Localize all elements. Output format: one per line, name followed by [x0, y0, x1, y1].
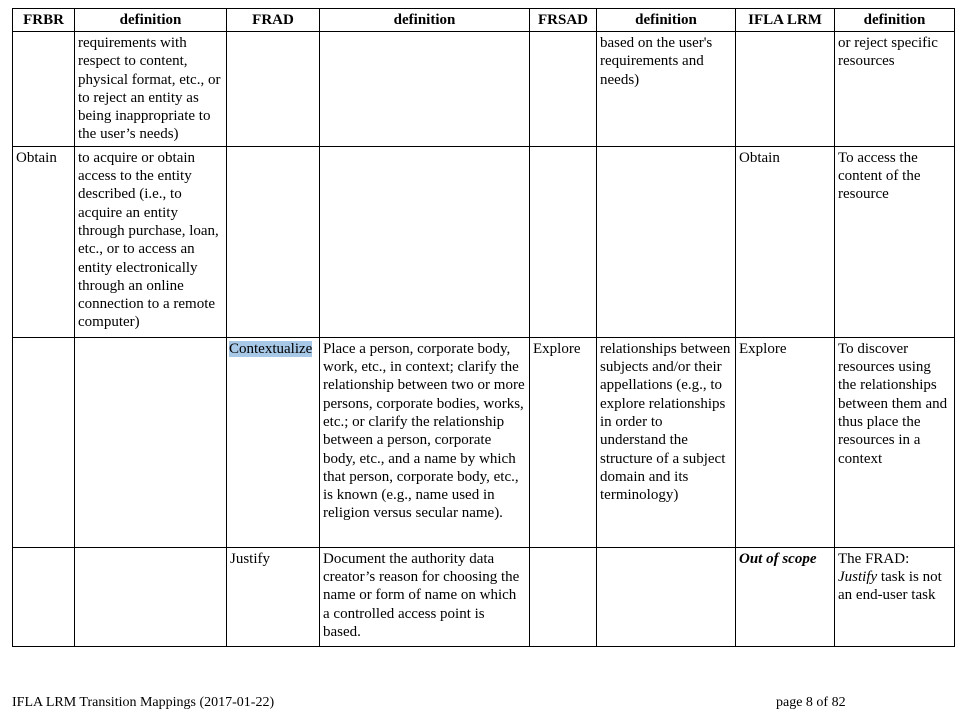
frad-cell: [227, 32, 320, 147]
table-row: [13, 337, 955, 547]
lrm-cell: [736, 32, 835, 147]
out-of-scope-label: Out of scope: [739, 550, 817, 567]
frbr-definition-cell: [75, 547, 227, 646]
table-row: [13, 146, 955, 337]
mapping-table: [12, 8, 955, 647]
header-lrm-definition: definition: [835, 9, 955, 32]
table-row: [13, 32, 955, 147]
frsad-definition-cell: relationships between subjects and/or their appellations (e.g., to explore relationships in order to understand the structure of a subject domain and its terminology): [597, 337, 736, 547]
header-frad-definition: definition: [320, 9, 530, 32]
frsad-cell: [530, 146, 597, 337]
frad-cell: Justify: [227, 547, 320, 646]
header-row: [13, 9, 955, 32]
lrm-definition-cell: [835, 547, 955, 646]
frbr-definition-cell: requirements with respect to content, physical format, etc., or to reject an entity as being inappropriate to the user’s needs): [75, 32, 227, 147]
header-frbr: FRBR: [13, 9, 75, 32]
lrm-def-prefix: The FRAD:: [838, 550, 910, 567]
frad-cell: [227, 337, 320, 547]
frad-term-highlighted: Contextualize: [229, 340, 313, 357]
frad-cell: [227, 146, 320, 337]
lrm-def-suffix: task is not an end-user task: [838, 569, 942, 604]
header-frsad: FRSAD: [530, 9, 597, 32]
header-frsad-definition: definition: [597, 9, 736, 32]
lrm-cell: Explore: [736, 337, 835, 547]
frsad-cell: [530, 32, 597, 147]
frad-definition-cell: [320, 146, 530, 337]
lrm-cell: Obtain: [736, 146, 835, 337]
frbr-definition-cell: [75, 337, 227, 547]
frsad-definition-cell: [597, 146, 736, 337]
header-frad: FRAD: [227, 9, 320, 32]
frad-definition-cell: Place a person, corporate body, work, etc., in context; clarify the relationship between two or more persons, corporate bodies, works, etc.; or clarify the relationship between a person, corporate body, etc., and a name by which that person, corporate body, etc., is known (e.g., name used in religion versus secular name).: [320, 337, 530, 547]
lrm-cell: [736, 547, 835, 646]
frbr-cell: [13, 337, 75, 547]
frad-definition-cell: Document the authority data creator’s reason for choosing the name or form of name on which a controlled access point is based.: [320, 547, 530, 646]
frbr-cell: [13, 547, 75, 646]
footer-page-number: page 8 of 82: [776, 695, 846, 710]
header-frbr-definition: definition: [75, 9, 227, 32]
footer-document-title: IFLA LRM Transition Mappings (2017-01-22): [12, 695, 275, 710]
frsad-definition-cell: based on the user's requirements and needs): [597, 32, 736, 147]
lrm-definition-cell: or reject specific resources: [835, 32, 955, 147]
table-row: [13, 547, 955, 646]
lrm-def-italic-term: Justify: [838, 569, 878, 586]
frbr-cell: [13, 32, 75, 147]
frbr-cell: Obtain: [13, 146, 75, 337]
frsad-cell: [530, 547, 597, 646]
header-ifla-lrm: IFLA LRM: [736, 9, 835, 32]
lrm-definition-cell: To discover resources using the relationships between them and thus place the resources in a context: [835, 337, 955, 547]
frbr-definition-cell: to acquire or obtain access to the entity described (i.e., to acquire an entity through purchase, loan, etc., or to access an entity electronically through an online connection to a remote computer): [75, 146, 227, 337]
frsad-cell: Explore: [530, 337, 597, 547]
frsad-definition-cell: [597, 547, 736, 646]
frad-definition-cell: [320, 32, 530, 147]
lrm-definition-cell: To access the content of the resource: [835, 146, 955, 337]
